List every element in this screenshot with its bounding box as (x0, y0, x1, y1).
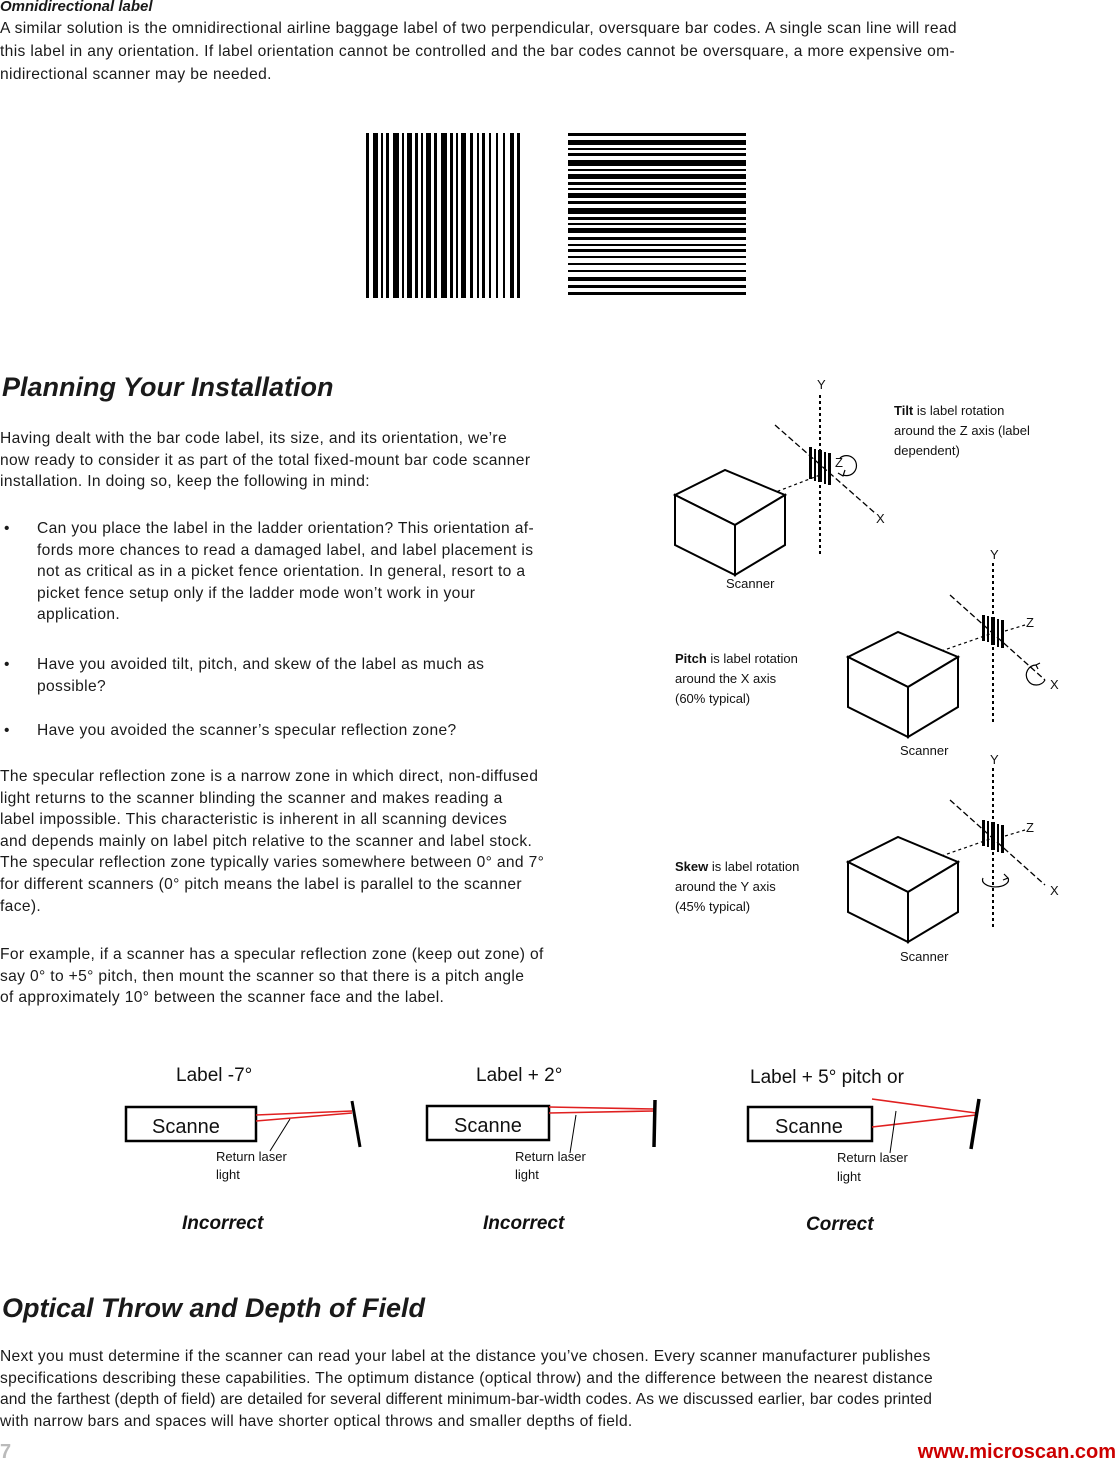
omni-line-1: A similar solution is the omnidirectional airline baggage label of two perpendicular, oversquare bar codes. A single scan line will read (0, 20, 957, 37)
tilt-diagram (675, 377, 1030, 591)
planning-intro-line: Having dealt with the bar code label, its size, and its orientation, we’re (0, 430, 507, 447)
para-line: and depends mainly on label pitch relative to the scanner and label stock. (0, 832, 533, 850)
bullet-line: picket fence setup only if the ladder mode won’t work in your (37, 584, 476, 602)
verdict-incorrect: Incorrect (182, 1213, 264, 1234)
label-surface (352, 1101, 360, 1147)
example-label-text: Label + 5° pitch or (750, 1067, 904, 1088)
bullet-line: possible? (37, 677, 107, 695)
planning-intro-line: now ready to consider it as part of the total fixed-mount bar code scanner (0, 451, 531, 469)
pitch-angle-examples (110, 1055, 1030, 1245)
specular-paragraph (0, 766, 640, 917)
tilt-caption-line-3: dependent) (894, 443, 960, 458)
tilt-y-axis-label: Y (817, 377, 826, 392)
optical-paragraph (0, 1346, 1120, 1432)
skew-caption-line-3: (45% typical) (675, 899, 751, 914)
bullet-line: Have you avoided tilt, pitch, and skew of the label as much as (37, 656, 485, 673)
tilt-z-axis-label: Z (835, 455, 843, 470)
pitch-caption-line-3: (60% typical) (675, 691, 751, 706)
optical-heading: Optical Throw and Depth of Field (2, 1293, 425, 1323)
para-line: label impossible. This characteristic is inherent in all scanning devices (0, 811, 508, 829)
example-label-text: Label + 2° (476, 1065, 563, 1086)
return-laser-label: Return laser (837, 1150, 908, 1165)
example-label-text: Label -7° (176, 1065, 253, 1086)
pitch-example-correct-plus5 (748, 1067, 979, 1235)
para-line: For example, if a scanner has a specular reflection zone (keep out zone) of (0, 946, 544, 963)
para-line: say 0° to +5° pitch, then mount the scanner so that there is a pitch angle (0, 967, 525, 985)
omnidirectional-barcode-figure (360, 130, 760, 300)
laser-out (872, 1099, 976, 1113)
pitch-x-axis-label: X (1050, 677, 1059, 692)
return-laser-label: Return laser (216, 1149, 287, 1164)
pitch-scanner-box (848, 632, 958, 737)
bullet-line: Can you place the label in the ladder orientation? This orientation af- (37, 520, 535, 537)
para-line: and the farthest (depth of field) are detailed for several different minimum-bar-width codes. As we discussed earlier, bar codes printed (0, 1391, 933, 1409)
bullet-marker: • (4, 520, 10, 537)
pitch-example-incorrect-plus2 (427, 1065, 655, 1234)
para-line: Next you must determine if the scanner can read your label at the distance you’ve chosen. Every scanner manufacturer publishes (0, 1348, 931, 1365)
para-line: The specular reflection zone typically varies somewhere between 0° and 7° (0, 854, 545, 872)
bullet-marker: • (4, 656, 10, 673)
example-paragraph (0, 944, 640, 1009)
bullet-item-3 (0, 720, 640, 744)
label-rotation-diagrams (660, 375, 1120, 975)
tilt-scanner-box (675, 470, 785, 575)
pitch-z-axis-label: Z (1026, 615, 1034, 630)
planning-intro-line: installation. In doing so, keep the following in mind: (0, 473, 370, 491)
tilt-label-barcode (809, 447, 831, 485)
bullet-text (37, 720, 622, 742)
bullet-line: fords more chances to read a damaged label, and label placement is (37, 541, 534, 559)
horizontal-barcode (568, 133, 746, 295)
para-line: specifications describing these capabilities. The optimum distance (optical throw) and the difference between the nearest distance (0, 1369, 933, 1387)
tilt-caption-line-2: around the Z axis (label (894, 423, 1030, 438)
skew-scanner-label: Scanner (900, 949, 949, 964)
planning-intro (0, 428, 630, 493)
skew-label-barcode (982, 820, 1004, 853)
scanner-box-label: Scanne (152, 1116, 220, 1138)
tilt-caption-line-1 (894, 403, 1004, 418)
return-laser-label-2: light (515, 1167, 539, 1182)
verdict-incorrect: Incorrect (483, 1213, 565, 1234)
return-laser-label-2: light (837, 1169, 861, 1184)
pitch-caption-line-1 (675, 651, 798, 666)
tilt-scanner-label: Scanner (726, 576, 775, 591)
bullet-text (37, 518, 622, 626)
skew-term: Skew (675, 859, 709, 874)
bullet-item-1 (0, 518, 640, 628)
planning-heading: Planning Your Installation (2, 372, 334, 402)
pitch-example-incorrect-minus7 (126, 1065, 360, 1234)
para-line: The specular reflection zone is a narrow zone in which direct, non-diffused (0, 768, 539, 785)
para-line: for different scanners (0° pitch means the label is parallel to the scanner (0, 875, 522, 893)
label-surface (971, 1099, 979, 1149)
pitch-caption-line-2: around the X axis (675, 671, 777, 686)
bullet-line: Have you avoided the scanner’s specular reflection zone? (37, 722, 457, 739)
pitch-label-barcode (982, 615, 1004, 648)
label-surface (654, 1100, 655, 1147)
page-number: 7 (0, 1441, 12, 1463)
bullet-marker: • (4, 722, 10, 739)
skew-scanner-box (848, 837, 958, 942)
tilt-x-axis-label: X (876, 511, 885, 526)
pitch-term-rest: is label rotation (706, 651, 798, 666)
website-link[interactable]: www.microscan.com (917, 1441, 1116, 1463)
skew-caption-line-2: around the Y axis (675, 879, 776, 894)
bullet-item-2 (0, 654, 640, 700)
bullet-line: not as critical as in a picket fence orientation. In general, resort to a (37, 563, 526, 581)
return-laser-label: Return laser (515, 1149, 586, 1164)
scanner-box-label: Scanne (454, 1115, 522, 1137)
skew-caption-line-1 (675, 859, 799, 874)
skew-y-axis-label: Y (990, 752, 999, 767)
laser-return (872, 1115, 976, 1127)
verdict-correct: Correct (806, 1214, 874, 1235)
para-line: light returns to the scanner blinding the scanner and makes reading a (0, 789, 503, 807)
skew-diagram (675, 752, 1059, 964)
para-line: with narrow bars and spaces will have shorter optical throws and smaller depths of field. (0, 1412, 633, 1430)
para-line: face). (0, 897, 42, 915)
bullet-line: application. (37, 606, 121, 624)
pitch-term: Pitch (675, 651, 707, 666)
scanner-box-label: Scanne (775, 1116, 843, 1138)
pitch-y-axis-label: Y (990, 547, 999, 562)
skew-term-rest: is label rotation (708, 859, 800, 874)
pitch-rotation-arrow-icon (1026, 665, 1045, 685)
skew-z-axis-label: Z (1026, 820, 1034, 835)
para-line: of approximately 10° between the scanner face and the label. (0, 989, 445, 1007)
laser-return (549, 1111, 654, 1113)
omni-line-2: this label in any orientation. If label orientation cannot be controlled and the bar codes cannot be oversquare, a more expensive om- (0, 43, 956, 60)
pitch-scanner-label: Scanner (900, 743, 949, 758)
tilt-term-rest: is label rotation (913, 403, 1005, 418)
laser-out (549, 1107, 654, 1109)
omni-line-3: nidirectional scanner may be needed. (0, 66, 272, 83)
return-laser-label-2: light (216, 1167, 240, 1182)
skew-x-axis-label: X (1050, 883, 1059, 898)
bullet-text (37, 654, 622, 697)
omni-heading: Omnidirectional label (0, 0, 153, 15)
vertical-barcode (366, 133, 520, 298)
tilt-term: Tilt (894, 403, 914, 418)
